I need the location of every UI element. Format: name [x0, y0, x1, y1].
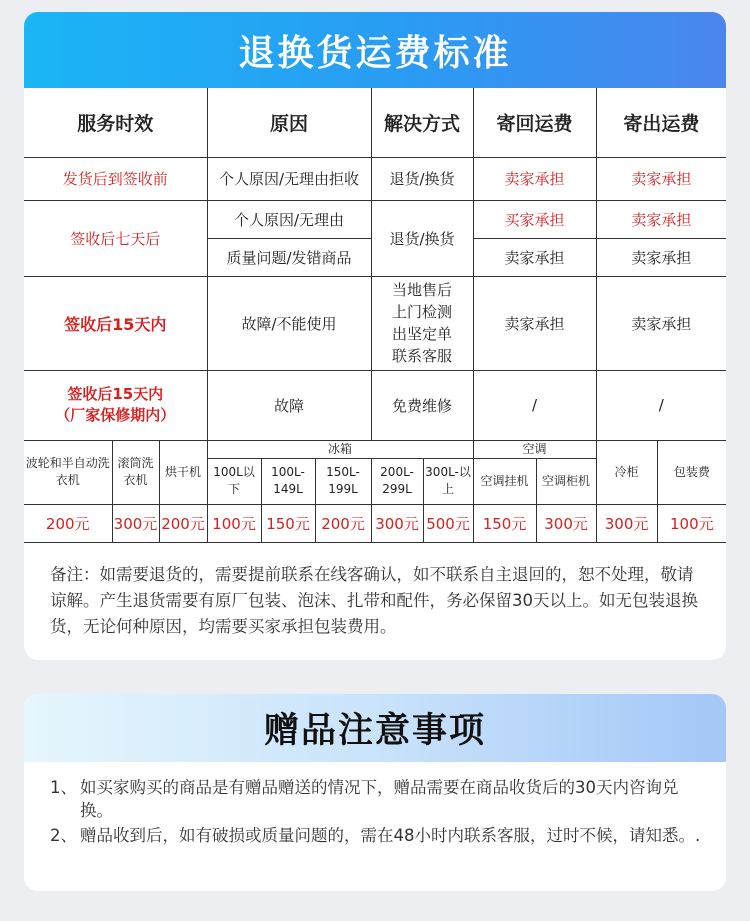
row3-reason: 故障/不能使用 [207, 276, 371, 370]
price-cell: 300元 [596, 504, 657, 542]
return-note: 备注：如需要退货的，需要提前联系在线客确认，如不联系自主退回的，恕不处理，敬请谅解。产生退货需要有原厂包装、泡沫、扎带和配件，务必保留30天以上。如无包装退换货，无论何种原因，均需要买家承担包装费用。 [50, 565, 698, 636]
table-row [24, 157, 726, 200]
packing-fee-label: 包装费 [657, 440, 726, 504]
row2-reason-b: 质量问题/发错商品 [207, 238, 371, 276]
fridge-size: 100L以下 [207, 458, 261, 504]
row2-send-fee-b: 卖家承担 [596, 238, 726, 276]
row2-time: 签收后七天后 [24, 200, 207, 276]
solution-line: 上门检测 [392, 303, 453, 321]
row3-return-fee: 卖家承担 [473, 276, 596, 370]
header-row [24, 88, 726, 157]
row4-time-line1: 签收后15天内 [67, 385, 164, 403]
row2-return-fee-a: 买家承担 [473, 200, 596, 238]
row1-solution: 退货/换货 [371, 157, 473, 200]
row4-solution: 免费维修 [371, 370, 473, 440]
gift-notice-card [24, 694, 726, 891]
table-row [24, 370, 726, 440]
price-cell: 200元 [159, 504, 207, 542]
row4-return-fee: / [473, 370, 596, 440]
fridge-size: 100L-149L [261, 458, 315, 504]
section1-banner [24, 12, 726, 88]
item-text: 赠品收到后，如有破损或质量问题的，需在48小时内联系客服，过时不候，请知悉。. [80, 826, 701, 845]
list-item [50, 824, 710, 847]
row2-solution: 退货/换货 [371, 200, 473, 276]
header-return-fee: 寄回运费 [473, 88, 596, 157]
price-cell: 150元 [473, 504, 536, 542]
header-reason: 原因 [207, 88, 371, 157]
table-row [24, 200, 726, 238]
return-shipping-card [24, 12, 726, 660]
row4-time-line2: （厂家保修期内） [55, 406, 176, 424]
section2-banner [24, 694, 726, 762]
row2-reason-a: 个人原因/无理由 [207, 200, 371, 238]
table-row [24, 276, 726, 370]
gift-notice-list [50, 776, 710, 849]
price-cell: 150元 [261, 504, 315, 542]
freezer-label: 冷柜 [596, 440, 657, 504]
item-number: 2、 [50, 826, 77, 845]
row1-reason: 个人原因/无理由拒收 [207, 157, 371, 200]
price-cell: 200元 [315, 504, 371, 542]
ac-type: 空调柜机 [536, 458, 596, 504]
section2-title: 赠品注意事项 [263, 711, 486, 751]
list-item [50, 776, 710, 822]
ac-type: 空调挂机 [473, 458, 536, 504]
item-text: 如买家购买的商品是有赠品赠送的情况下，赠品需要在商品收货后的30天内咨询兑换。 [80, 778, 679, 820]
row2-return-fee-b: 卖家承担 [473, 238, 596, 276]
solution-line: 当地售后 [392, 281, 453, 299]
price-cell: 300元 [371, 504, 423, 542]
ac-group-label: 空调 [473, 440, 596, 458]
row4-send-fee: / [596, 370, 726, 440]
row3-send-fee: 卖家承担 [596, 276, 726, 370]
solution-line: 联系客服 [392, 347, 453, 365]
price-cell: 200元 [24, 504, 112, 542]
row3-time: 签收后15天内 [24, 276, 207, 370]
price-cell: 300元 [536, 504, 596, 542]
row4-time [24, 370, 207, 440]
drum-washer-label: 滚筒洗衣机 [112, 440, 159, 504]
dryer-label: 烘干机 [159, 440, 207, 504]
header-service-time: 服务时效 [24, 88, 207, 157]
header-solution: 解决方式 [371, 88, 473, 157]
row3-solution [371, 276, 473, 370]
row1-return-fee: 卖家承担 [473, 157, 596, 200]
row1-send-fee: 卖家承担 [596, 157, 726, 200]
fee-group-row [24, 440, 726, 458]
section1-title: 退换货运费标准 [238, 32, 512, 74]
row2-send-fee-a: 卖家承担 [596, 200, 726, 238]
price-cell: 500元 [423, 504, 473, 542]
item-number: 1、 [50, 778, 77, 797]
fridge-size: 300L-以上 [423, 458, 473, 504]
row4-reason: 故障 [207, 370, 371, 440]
solution-line: 出坚定单 [392, 325, 453, 343]
washer-label: 波轮和半自动洗衣机 [24, 440, 112, 504]
fridge-size: 150L-199L [315, 458, 371, 504]
price-cell: 100元 [657, 504, 726, 542]
shipping-fee-table [24, 88, 726, 543]
header-send-fee: 寄出运费 [596, 88, 726, 157]
fee-price-row [24, 504, 726, 542]
fridge-group-label: 冰箱 [207, 440, 473, 458]
price-cell: 100元 [207, 504, 261, 542]
row1-time: 发货后到签收前 [24, 157, 207, 200]
fridge-size: 200L-299L [371, 458, 423, 504]
price-cell: 300元 [112, 504, 159, 542]
